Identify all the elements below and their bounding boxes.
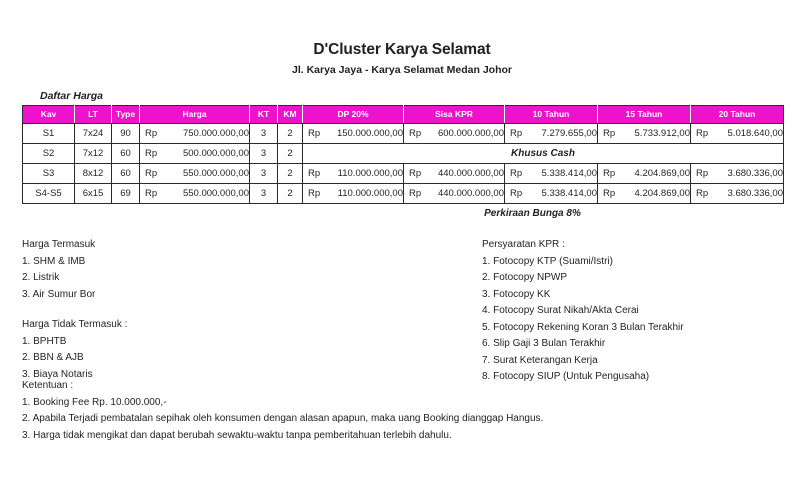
column-header-kt: KT (250, 106, 278, 124)
table-caption: Daftar Harga (40, 90, 104, 102)
right-notes-column (482, 237, 792, 400)
cell-dp (303, 124, 404, 144)
cell-kt: 3 (250, 124, 278, 144)
price-table-container (22, 105, 783, 204)
cell-20-tahun-value: 3.680.336,00 (727, 188, 783, 199)
included-heading: Harga Termasuk (22, 239, 96, 250)
list-item: 2. Fotocopy NPWP (482, 272, 568, 283)
cell-sisa-value: 440.000.000,00 (437, 188, 504, 199)
currency-prefix: Rp (409, 128, 422, 139)
cell-kav: S1 (23, 124, 75, 144)
list-item: 2. BBN & AJB (22, 352, 84, 363)
currency-prefix: Rp (696, 128, 709, 139)
included-block (22, 237, 322, 303)
currency-prefix: Rp (696, 168, 709, 179)
cell-kt: 3 (250, 164, 278, 184)
cell-lt: 7x24 (75, 124, 112, 144)
list-item: 5. Fotocopy Rekening Koran 3 Bulan Terakhir (482, 321, 684, 333)
column-header-sisa-kpr: Sisa KPR (404, 106, 505, 124)
cell-kav: S4-S5 (23, 184, 75, 204)
currency-prefix: Rp (145, 168, 158, 179)
list-item: 4. Fotocopy Surat Nikah/Akta Cerai (482, 305, 639, 316)
currency-prefix: Rp (603, 168, 616, 179)
cell-15-tahun (598, 164, 691, 184)
cell-kav: S2 (23, 144, 75, 164)
column-header-km: KM (278, 106, 303, 124)
list-item: 1. Fotocopy KTP (Suami/Istri) (482, 255, 613, 267)
terms-block (22, 378, 782, 444)
currency-prefix: Rp (308, 188, 321, 199)
cell-type: 60 (112, 144, 140, 164)
column-header-lt: LT (75, 106, 112, 124)
currency-prefix: Rp (603, 128, 616, 139)
list-item: 2. Listrik (22, 272, 60, 283)
currency-prefix: Rp (510, 168, 523, 179)
cell-khusus-cash-note: Khusus Cash (303, 144, 784, 164)
currency-prefix: Rp (308, 128, 321, 139)
cell-harga (140, 164, 250, 184)
list-item: 2. Apabila Terjadi pembatalan sepihak oleh konsumen dengan alasan apapun, maka uang Booking dianggap Hangus. (22, 413, 544, 424)
cell-20-tahun (691, 164, 784, 184)
cell-harga (140, 144, 250, 164)
cell-15-tahun (598, 124, 691, 144)
column-header-10-tahun: 10 Tahun (505, 106, 598, 124)
cell-km: 2 (278, 184, 303, 204)
cell-10-tahun (505, 184, 598, 204)
excluded-block (22, 317, 322, 383)
cell-type: 90 (112, 124, 140, 144)
cell-dp (303, 184, 404, 204)
column-header-20-tahun: 20 Tahun (691, 106, 784, 124)
currency-prefix: Rp (409, 168, 422, 179)
cell-type: 69 (112, 184, 140, 204)
cell-lt: 8x12 (75, 164, 112, 184)
list-item: 1. Booking Fee Rp. 10.000.000,- (22, 396, 167, 408)
table-row (23, 124, 784, 144)
column-header-harga: Harga (140, 106, 250, 124)
cell-lt: 7x12 (75, 144, 112, 164)
price-table-header (23, 106, 784, 124)
page-subtitle: Jl. Karya Jaya - Karya Selamat Medan Johor (291, 64, 513, 76)
list-item: 6. Slip Gaji 3 Bulan Terakhir (482, 338, 606, 349)
cell-dp-value: 110.000.000,00 (337, 168, 403, 179)
cell-harga-value: 550.000.000,00 (182, 188, 249, 199)
list-item: 3. Harga tidak mengikat dan dapat berubah sewaktu-waktu tanpa pemberitahuan terlebih dahulu. (22, 429, 452, 441)
currency-prefix: Rp (308, 168, 321, 179)
currency-prefix: Rp (145, 128, 158, 139)
cell-20-tahun (691, 124, 784, 144)
terms-heading: Ketentuan : (22, 380, 74, 391)
left-notes-column (22, 237, 322, 397)
column-header-type: Type (112, 106, 140, 124)
column-header-15-tahun: 15 Tahun (598, 106, 691, 124)
cell-dp (303, 164, 404, 184)
cell-10-tahun (505, 164, 598, 184)
cell-15-tahun-value: 4.204.869,00 (634, 188, 690, 199)
cell-km: 2 (278, 144, 303, 164)
list-item: 1. SHM & IMB (22, 255, 86, 267)
list-item: 8. Fotocopy SIUP (Untuk Pengusaha) (482, 371, 650, 382)
list-item: 1. BPHTB (22, 335, 67, 347)
currency-prefix: Rp (696, 188, 709, 199)
cell-15-tahun-value: 4.204.869,00 (634, 168, 690, 179)
list-item: 7. Surat Keterangan Kerja (482, 354, 598, 366)
cell-20-tahun (691, 184, 784, 204)
cell-10-tahun-value: 7.279.655,00 (541, 128, 597, 139)
cell-dp-value: 110.000.000,00 (337, 188, 403, 199)
cell-sisa-kpr (404, 124, 505, 144)
cell-sisa-value: 600.000.000,00 (437, 128, 504, 139)
requirements-heading: Persyaratan KPR : (482, 239, 565, 250)
table-row (23, 164, 784, 184)
requirements-block (482, 237, 792, 386)
cell-20-tahun-value: 3.680.336,00 (727, 168, 783, 179)
column-header-kav: Kav (23, 106, 75, 124)
cell-10-tahun-value: 5.338.414,00 (541, 188, 597, 199)
cell-sisa-kpr (404, 184, 505, 204)
table-row (23, 144, 784, 164)
excluded-heading: Harga Tidak Termasuk : (22, 319, 128, 330)
cell-lt: 6x15 (75, 184, 112, 204)
interest-footnote: Perkiraan Bunga 8% (484, 208, 581, 219)
cell-harga-value: 750.000.000,00 (182, 128, 249, 139)
currency-prefix: Rp (145, 188, 158, 199)
currency-prefix: Rp (409, 188, 422, 199)
cell-type: 60 (112, 164, 140, 184)
cell-dp-value: 150.000.000,00 (336, 128, 403, 139)
cell-km: 2 (278, 124, 303, 144)
cell-10-tahun-value: 5.338.414,00 (541, 168, 597, 179)
price-table-body (23, 124, 784, 204)
cell-harga-value: 500.000.000,00 (182, 148, 249, 159)
cell-harga-value: 550.000.000,00 (182, 168, 249, 179)
list-item: 3. Fotocopy KK (482, 288, 551, 300)
cell-sisa-kpr (404, 164, 505, 184)
column-header-dp: DP 20% (303, 106, 404, 124)
currency-prefix: Rp (510, 188, 523, 199)
page-title: D'Cluster Karya Selamat (313, 41, 491, 58)
currency-prefix: Rp (603, 188, 616, 199)
cell-10-tahun (505, 124, 598, 144)
cell-kav: S3 (23, 164, 75, 184)
list-item: 3. Biaya Notaris (22, 368, 93, 380)
cell-harga (140, 184, 250, 204)
cell-20-tahun-value: 5.018.640,00 (727, 128, 783, 139)
list-item: 3. Air Sumur Bor (22, 288, 96, 300)
cell-15-tahun (598, 184, 691, 204)
currency-prefix: Rp (510, 128, 523, 139)
header-row (23, 106, 784, 124)
cell-harga (140, 124, 250, 144)
cell-15-tahun-value: 5.733.912,00 (634, 128, 690, 139)
cell-sisa-value: 440.000.000,00 (437, 168, 504, 179)
cell-km: 2 (278, 164, 303, 184)
currency-prefix: Rp (145, 148, 158, 159)
cell-kt: 3 (250, 184, 278, 204)
price-table (22, 105, 784, 204)
table-row (23, 184, 784, 204)
cell-kt: 3 (250, 144, 278, 164)
